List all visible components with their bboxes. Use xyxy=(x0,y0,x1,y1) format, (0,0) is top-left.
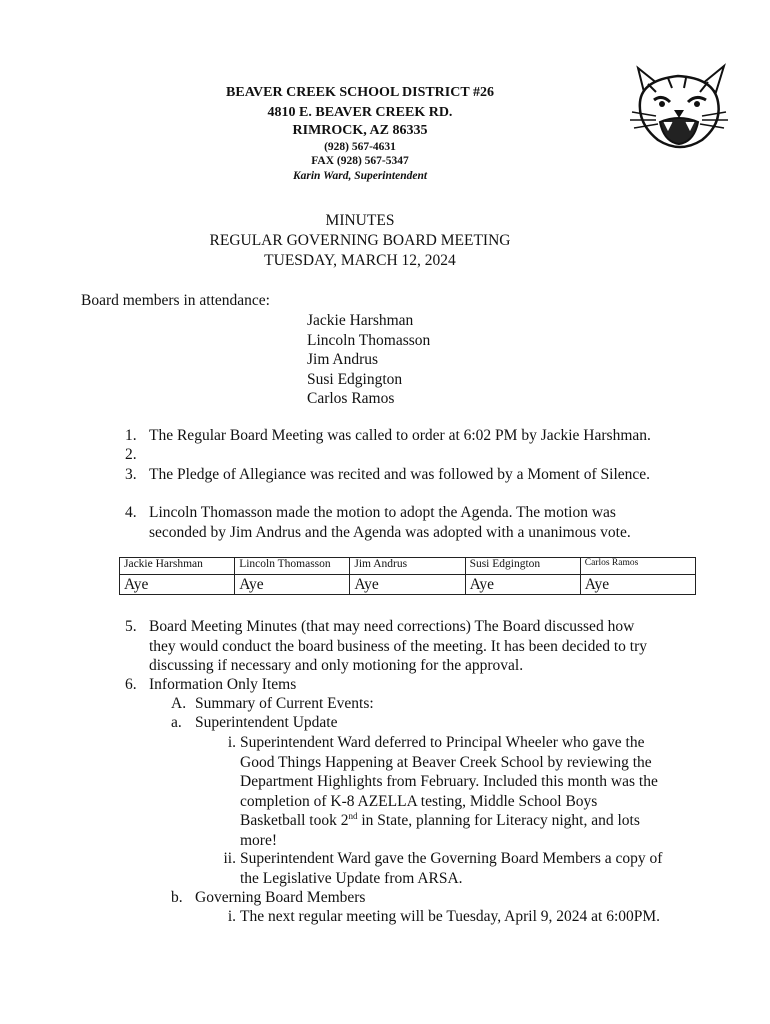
text-line: they would conduct the board business of the meeting. It has been decided to try xyxy=(149,637,648,655)
item-number: 6. xyxy=(125,676,137,693)
subitem-letter: a. xyxy=(171,714,182,731)
vote-table-header: Carlos Ramos xyxy=(580,558,695,575)
vote-cell: Aye xyxy=(350,575,465,595)
vote-table-header: Susi Edgington xyxy=(465,558,580,575)
member-name: Jackie Harshman xyxy=(307,312,414,329)
subitem-A-text: Summary of Current Events: xyxy=(195,695,374,712)
text-line: Department Highlights from February. Included this month was the xyxy=(240,773,658,790)
member-name: Susi Edgington xyxy=(307,370,403,388)
vote-cell: Aye xyxy=(235,575,350,595)
vote-cell: Aye xyxy=(580,575,695,595)
address-line-2: RIMROCK, AZ 86335 xyxy=(292,123,428,138)
roman-numeral: i. xyxy=(227,734,236,751)
text-line: completion of K-8 AZELLA testing, Middle School Boys xyxy=(240,792,598,810)
meeting-type: REGULAR GOVERNING BOARD MEETING xyxy=(209,232,511,249)
legislative-update-text xyxy=(240,849,662,888)
text-line: discussing if necessary and only motioning for the approval. xyxy=(149,657,524,674)
district-name: BEAVER CREEK SCHOOL DISTRICT #26 xyxy=(226,85,494,100)
doc-title: MINUTES xyxy=(325,212,395,229)
text-line: Board Meeting Minutes (that may need corrections) The Board discussed how xyxy=(149,618,635,635)
text-line: Superintendent Ward gave the Governing Board Members a copy of xyxy=(240,850,663,867)
vote-table-header: Jim Andrus xyxy=(350,558,465,575)
subitem-a-text: Superintendent Update xyxy=(195,714,338,731)
vote-table xyxy=(119,557,696,595)
fax-number: FAX (928) 567-5347 xyxy=(311,155,409,167)
item-1-text: The Regular Board Meeting was called to order at 6:02 PM by Jackie Harshman. xyxy=(149,427,651,444)
attendance-list xyxy=(307,311,430,409)
vote-cell: Aye xyxy=(120,575,235,595)
item-4-text xyxy=(149,503,631,542)
next-meeting-text: The next regular meeting will be Tuesday, April 9, 2024 at 6:00PM. xyxy=(240,908,661,925)
subitem-letter: A. xyxy=(171,695,187,712)
member-name: Lincoln Thomasson xyxy=(307,331,431,349)
address-line-1: 4810 E. BEAVER CREEK RD. xyxy=(267,105,453,120)
text-line: seconded by Jim Andrus and the Agenda was adopted with a unanimous vote. xyxy=(149,523,631,541)
phone-number: (928) 567-4631 xyxy=(324,141,396,153)
attendance-label: Board members in attendance: xyxy=(81,292,270,309)
item-3-text: The Pledge of Allegiance was recited and was followed by a Moment of Silence. xyxy=(149,466,651,483)
roman-numeral: ii. xyxy=(223,850,236,867)
subitem-letter: b. xyxy=(171,889,183,906)
subitem-b-text: Governing Board Members xyxy=(195,889,366,906)
superintendent-name: Karin Ward, Superintendent xyxy=(292,170,428,182)
bobcat-mascot-icon xyxy=(628,62,730,154)
member-name: Carlos Ramos xyxy=(307,390,395,407)
text-line: Good Things Happening at Beaver Creek School by reviewing the xyxy=(240,753,652,771)
vote-table-header: Jackie Harshman xyxy=(120,558,235,575)
text-line: Lincoln Thomasson made the motion to adopt the Agenda. The motion was xyxy=(149,504,616,521)
item-number: 5. xyxy=(125,618,137,635)
text-line: Superintendent Ward deferred to Principal Wheeler who gave the xyxy=(240,734,645,751)
item-number: 2. xyxy=(125,446,137,463)
item-5-text xyxy=(149,617,647,676)
text-segment: in State, planning for Literacy night, and lots xyxy=(357,812,640,829)
item-number: 1. xyxy=(125,427,137,444)
meeting-date: TUESDAY, MARCH 12, 2024 xyxy=(264,252,456,269)
text-line: more! xyxy=(240,831,278,849)
member-name: Jim Andrus xyxy=(307,351,379,368)
text-line xyxy=(240,811,658,831)
item-number: 3. xyxy=(125,466,137,483)
vote-cell: Aye xyxy=(465,575,580,595)
item-number: 4. xyxy=(125,504,137,521)
text-line: the Legislative Update from ARSA. xyxy=(240,869,463,887)
vote-table-header: Lincoln Thomasson xyxy=(235,558,350,575)
text-segment: Basketball took 2 xyxy=(240,812,349,829)
item-6-text: Information Only Items xyxy=(149,676,297,693)
roman-numeral: i. xyxy=(227,908,236,925)
superintendent-update-text xyxy=(240,733,658,850)
ordinal-suffix: nd xyxy=(348,810,358,821)
